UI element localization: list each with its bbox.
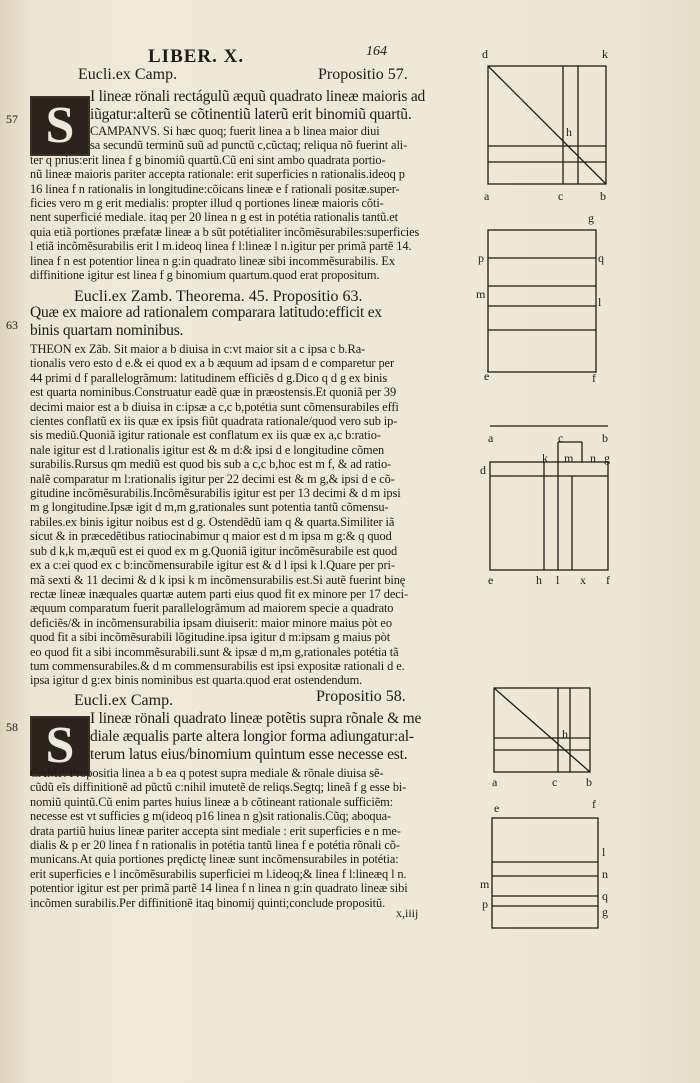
fig-label: k	[602, 47, 608, 61]
text-line: cũdũ eĩs diffinitionẽ ad pũctũ c:nihil imutetẽ de reliqs.Segtq; lineã f g esse bi-	[30, 780, 407, 795]
figure-composite-rectangle-3	[478, 412, 628, 593]
decorated-initial: S	[30, 96, 90, 156]
text-line: tum commensurabiles.& d m commensurabilis est ipsi expositæ rationali d e.	[30, 658, 405, 673]
proposition-57-text	[30, 88, 466, 282]
proposition-63-statement	[30, 304, 466, 340]
fig-label: l	[556, 573, 560, 587]
margin-number: 63	[6, 318, 18, 332]
text-line: tionalis vero esto d e.& ei quod ex a b æquum ad ipsam d e comparetur per	[30, 356, 394, 371]
text-line: ter q prius:erit linea f g binomiũ quartũ.Cũ eni sint ambo quadrata portio-	[30, 152, 386, 167]
proposition-58-statement	[30, 710, 466, 764]
text-line: diffinitione igitur est linea f g binomium quartum.quod erat propositum.	[30, 268, 380, 283]
text-line: 16 linea f n rationalis in longitudine:cõicans lineæ e f rationali positæ.super-	[30, 181, 400, 196]
fig-label: m	[476, 287, 486, 301]
figure-square-diagonal-1	[478, 46, 618, 211]
text-line: rectæ lineæ inæquales quartæ autem parti eius quod fit ex minore per 17 deci-	[30, 586, 409, 601]
signature-mark: x,iiij	[396, 906, 419, 920]
fig-label: p	[478, 251, 484, 265]
text-line: sicut & in præcedẽtibus ratiocinabimur q maior est d m ipsa m g:& q quod	[30, 529, 392, 544]
text-line: Quæ ex maiore ad rationalem comparara latitudo:efficit ex	[30, 304, 382, 321]
fig-label: d	[480, 463, 486, 477]
running-title: LIBER. X.	[148, 46, 245, 67]
fig-label: x	[580, 573, 586, 587]
theon-commentary	[30, 342, 466, 688]
text-line: 44 primi d f parallelogrãmum: latitudinem efficiẽs d g.Dico q d g ex binis	[30, 370, 388, 385]
fig-label: e	[484, 369, 490, 383]
fig-label: a	[492, 775, 498, 789]
text-line: THEON ex Zãb. Sit maior a b diuisa in c:vt maior sit a c ipsa c b.Ra-	[30, 342, 366, 356]
text-line: drata partiũ huius lineæ pariter accepta sint mediale : erit superficies e n me-	[30, 823, 401, 838]
fig-label: p	[482, 897, 488, 911]
text-line: surabilis.Rursus qm mediũ est quod bis sub a c,c b,hoc est m f, & ad ratio-	[30, 457, 392, 472]
text-line: sa secundũ terminũ suũ ad punctũ c,cũctaq; reliqua nõ fuerint ali-	[90, 138, 408, 153]
text-line: potentior igitur est per primã partẽ 14 linea f n linea n g:in quadrato lineæ sibi	[30, 881, 408, 896]
text-line: I lineæ rönali quadrato lineæ potẽtis supra rõnale & me	[90, 710, 422, 727]
text-line: sis mediũ.Quoniã igitur rationale est conflatum ex iis quæ ex a,c b:ratio-	[30, 428, 381, 443]
fig-label: a	[484, 189, 490, 203]
folio-number: 164	[366, 44, 387, 59]
fig-label: e	[494, 801, 500, 815]
text-line: sub d k,k m,æquũ est ei quod ex m g.Quoniã igitur incõmẽsurabile est quod	[30, 543, 398, 558]
text-line: deficiẽs/& in incõmensurabilia ipsam diuiserit: maior minore maius pòt eo	[30, 615, 392, 630]
text-line: ficies vero m g erit medialis: propter illud q portiones lineæ maioris cõti-	[30, 196, 384, 211]
text-line: rabiles.ex binis igitur noibus est d g. Ostendẽdũ iam q & quarta.Similiter iã	[30, 514, 395, 529]
proposition-heading: Propositio 58.	[316, 688, 406, 705]
fig-label: h	[566, 125, 572, 139]
fig-label: m	[564, 451, 574, 465]
section-heading-camp: Eucli.ex Camp.	[74, 692, 174, 709]
fig-label: q	[598, 251, 604, 265]
theorem-heading: Eucli.ex Zamb. Theorema. 45. Propositio 63.	[74, 288, 363, 305]
fig-label: e	[488, 573, 494, 587]
text-line: incõmen surabilis.Per diffinitionẽ itaq binomij quinti;conclude propositũ.	[30, 895, 386, 910]
fig-label: d	[482, 47, 488, 61]
fig-label: g	[604, 451, 610, 465]
text-line: binis quartam nominibus.	[30, 322, 184, 339]
figure-rectangle-bands-5	[480, 796, 620, 941]
fig-label: k	[542, 451, 548, 465]
text-line: cientes conflatũ ex iis quæ ex ipsis fiũt quadrata rationale/quod vero sub ip-	[30, 414, 398, 429]
text-line: ipsa igitur d g:ex binis nominibus est quarta.quod erat ostendendum.	[30, 673, 363, 688]
text-line: CAMP. Propositia linea a b ea q potest supra mediale & rõnale diuisa sẽ-	[30, 766, 384, 780]
fig-label: c	[558, 189, 564, 203]
fig-label: f	[592, 371, 596, 385]
text-line: mã sexti & 11 decimi & d k ipsi k m incõmensurabilis est.Si autẽ fuerint binę	[30, 572, 406, 587]
text-line: terum latus eius/binomium quintum esse necesse est.	[90, 746, 408, 763]
text-line: m g longitudine.Ipsæ igit d m,m g,rationales sunt potentia tantũ cõmensu-	[30, 500, 389, 515]
text-line: I lineæ rönali rectágulũ æquũ quadrato lineæ maioris ad	[90, 88, 426, 105]
text-line: nent superficié mediale. itaq per 20 linea n g est in potétia rationalis tantũ.et	[30, 210, 398, 225]
margin-number: 58	[6, 720, 18, 734]
fig-label: f	[592, 797, 596, 811]
decorated-initial: S	[30, 716, 90, 776]
fig-label: b	[602, 431, 608, 445]
fig-label: l	[602, 845, 606, 859]
text-line: iũgatur:alterũ se cõtinentiũ laterũ erit binomiũ quartũ.	[90, 106, 412, 123]
figure-square-diagonal-4	[482, 678, 612, 793]
text-line: l etiã incõmẽsurabilis erit l m.ideoq linea f l:lineæ l n.igitur per primã partẽ 14.	[30, 239, 412, 254]
fig-label: n	[590, 451, 596, 465]
text-line: quod fit a sibi incõmẽsurabili lõgitudine.ipsa igitur d m:ipsam g maius pòt	[30, 630, 391, 645]
fig-label: c	[558, 431, 564, 445]
fig-label: g	[602, 905, 608, 919]
text-line: municans.At quia portiones prędictę lineæ sunt incõmensurabiles in potétia:	[30, 852, 399, 867]
fig-label: g	[588, 211, 594, 225]
section-heading-camp: Eucli.ex Camp.	[78, 66, 178, 83]
text-line: nomiũ quintũ.Cũ enim partes huius lineæ a b cõtineant rationale sufficiẽm:	[30, 794, 393, 809]
fig-label: q	[602, 889, 608, 903]
fig-label: h	[562, 727, 568, 741]
fig-label: n	[602, 867, 608, 881]
text-line: nũ lineæ maioris pariter accepta rationale: erit superficies n rationalis.ideoq p	[30, 167, 405, 182]
text-line: diale æqualis parte altera longior forma adiungatur:al-	[90, 728, 414, 745]
text-line: necesse est vt sufficies g m(ideoq p16 linea n g)sit rationalis.Cũq; aboqua-	[30, 809, 392, 824]
fig-label: m	[480, 877, 490, 891]
text-line: dialis & p er 20 linea f n rationalis in potétia tantũ linea f e potétia rõnali cõ-	[30, 838, 400, 853]
margin-number: 57	[6, 112, 18, 126]
text-line: gitudine incõmẽsurabilis.Incõmẽsurabilis igitur est per 13 decimi & d m ipsi	[30, 486, 401, 501]
text-line: æquum comparatum fuerit parallelogrãmum ad maiorem specie a quadrato	[30, 601, 394, 616]
text-line: ex a c:ei quod ex c b:incõmensurabile igitur est & d l ipsi k l.Quare per pri-	[30, 558, 395, 573]
fig-label: l	[598, 295, 602, 309]
fig-label: a	[488, 431, 494, 445]
fig-label: b	[600, 189, 606, 203]
text-line: nale igitur est d l.rationalis igitur est & m d:& ipsi d e longitudine cõmen	[30, 442, 385, 457]
text-line: linea f n est potentior linea n g:in quadrato lineæ sibi incommẽsurabilis. Ex	[30, 253, 395, 268]
fig-label: c	[552, 775, 558, 789]
text-line: decimi maior est a b diuisa in c:ipsæ a c,c b,potétia sunt cõmensurabiles effi	[30, 399, 399, 414]
proposition-heading: Propositio 57.	[318, 66, 408, 83]
fig-label: h	[536, 573, 542, 587]
text-line: nalẽ comparatur m l:rationalis igitur per 22 decimi est & m g,& ipsi d e cõ-	[30, 471, 395, 486]
fig-label: b	[586, 775, 592, 789]
text-line: eo quod fit a sibi incommẽsurabili.sunt & ipsæ d m,m g,rationales potétia tã	[30, 644, 399, 659]
campanus-commentary	[30, 766, 466, 910]
text-line: est quarta nominibus.Construatur eadẽ quæ in præostensis.Et quoniã per 39	[30, 385, 397, 400]
figure-rectangle-bands-2	[476, 210, 616, 387]
text-line: quia etiã portiones præfatæ lineæ a b sũt potétialiter incõmẽsurabiles:superficies	[30, 224, 420, 239]
text-line: CAMPANVS. Si hæc quoq; fuerit linea a b linea maior diui	[90, 124, 380, 138]
fig-label: f	[606, 573, 610, 587]
text-line: erit superficies e l incõmẽsurabilis superficiei m l.ideoq;& linea f l:lineæq l n.	[30, 866, 407, 881]
